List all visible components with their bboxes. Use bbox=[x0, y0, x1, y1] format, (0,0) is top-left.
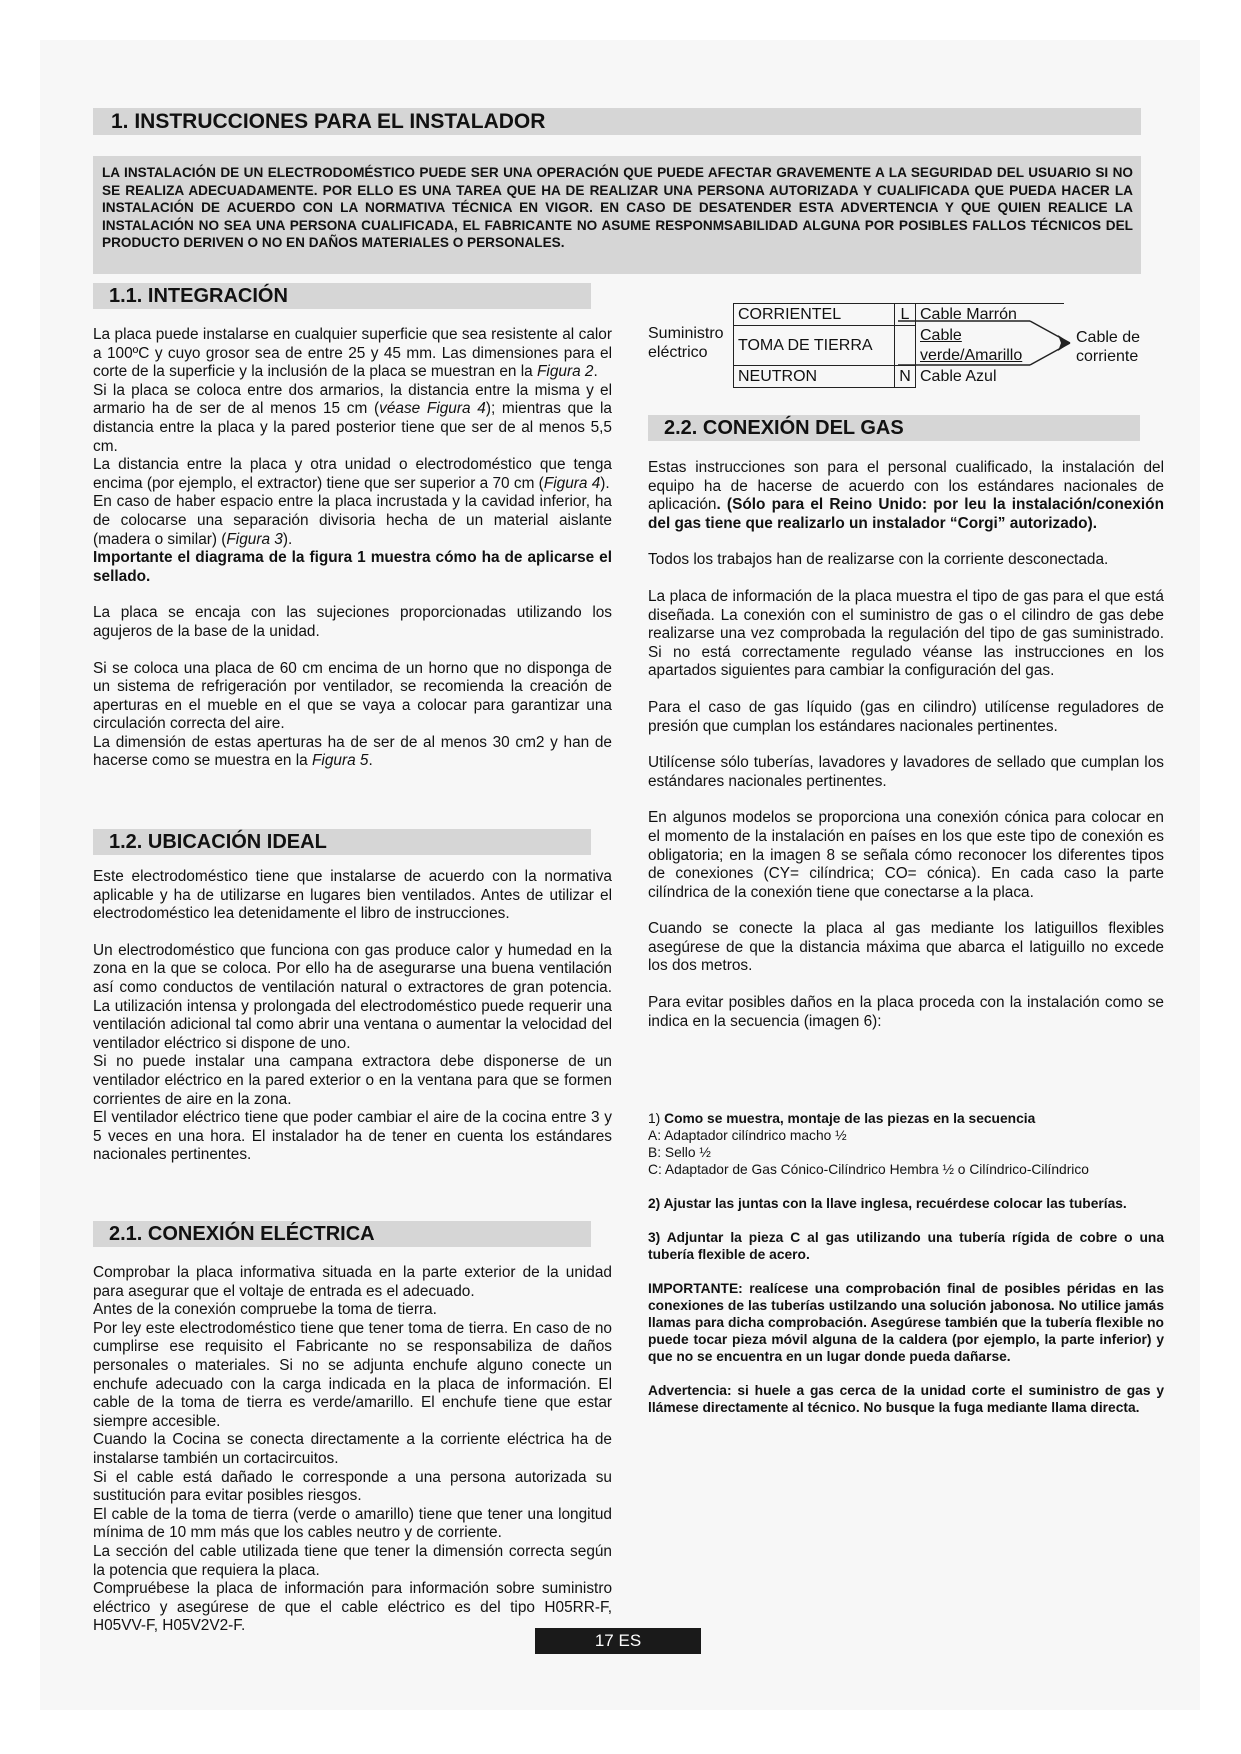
paragraph: La distancia entre la placa y otra unidad o electrodoméstico que tenga encima (por ejemplo, el extractor) tiene que ser superior a 70 cm (Figura 4). bbox=[93, 456, 612, 492]
paragraph: El cable de la toma de tierra (verde o amarillo) tiene que tener una longitud mínima de 10 mm más que los cables neutro y de corriente. bbox=[93, 1505, 612, 1542]
paragraph: Comprobar la placa informativa situada en la parte exterior de la unidad para asegurar que el voltaje de entrada es el adecuado. bbox=[93, 1264, 612, 1300]
paragraph: La placa se encaja con las sujeciones proporcionadas utilizando los agujeros de la base de la unidad. bbox=[93, 604, 612, 640]
paragraph: La placa de información de la placa muestra el tipo de gas para el que está diseñada. La conexión con el suministro de gas o el cilindro de gas debe realizarse una vez comprobada la regulación del tipo de gas suministrado. Si no está correctamente regulado véanse las instrucciones en los apartados siguientes para cambiar la configuración del gas. bbox=[648, 587, 1164, 680]
paragraph: Estas instrucciones son para el personal cualificado, la instalación del equipo ha de hacerse de acuerdo con los estándares nacionales de aplicación. (Sólo para el Reino Unido: por leu la instalación/conexión del gas tiene que realizarlo un instalador “Corgi” autorizado). bbox=[648, 459, 1164, 532]
wire-cable: Cable verde/Amarillo bbox=[916, 326, 1065, 366]
cable-label-line: Cable de bbox=[1076, 329, 1141, 346]
paragraph-important: Importante el diagrama de la figura 1 muestra cómo ha de aplicarse el sellado. bbox=[93, 549, 612, 585]
paragraph: Compruébese la placa de información para información sobre suministro eléctrico y asegúrese de que el cable eléctrico es del tipo H05RR-F, H05VV-F, H05V2V2-F. bbox=[93, 1580, 612, 1635]
paragraph: En algunos modelos se proporciona una conexión cónica para colocar en el momento de la instalación en países en los que este tipo de conexión es obligatoria; en la imagen 8 se señala cómo reconocer los diferentes tipos de conexiones (CY= cilíndrica; CO= cónica). En cada caso la parte cilíndrica de la conexión tiene que conectarse a la placa. bbox=[648, 809, 1164, 901]
paragraph: Cuando la Cocina se conecta directamente a la corriente eléctrica ha de instalarse también un cortacircuitos. bbox=[93, 1431, 612, 1467]
paragraph: El ventilador eléctrico tiene que poder cambiar el aire de la cocina entre 3 y 5 veces en una hora. El instalador ha de tener en cuenta los estándares nacionales pertinentes. bbox=[93, 1109, 612, 1164]
paragraph: Un electrodoméstico que funciona con gas produce calor y humedad en la zona en la que se coloca. Por ello ha de asegurarse una buena ventilación así como conductos de ventilación natural o extractores de gran potencia. La utilización intensa y prolongada del electrodoméstico puede requerir una ventilación adicional tal como abrir una ventana o aumentar la velocidad del ventilador eléctrico si dispone de uno. bbox=[93, 941, 612, 1052]
supply-label bbox=[648, 324, 724, 362]
supply-label-line: Suministro bbox=[648, 325, 724, 342]
paragraph: La placa puede instalarse en cualquier superficie que sea resistente al calor a 100ºC y cuyo grosor sea de entre 25 y 45 mm. Las dimensiones para el corte de la superficie y la inclusión de la placa se muestran en la Figura 2. bbox=[93, 326, 612, 381]
gas-warning: Advertencia: si huele a gas cerca de la unidad corte el suministro de gas y llámese directamente al técnico. No busque la fuga mediante llama directa. bbox=[648, 1383, 1164, 1415]
step-1-item: B: Sello ½ bbox=[648, 1145, 711, 1160]
paragraph: Si el cable está dañado le corresponde a una persona autorizada su sustitución para evitar posibles riesgos. bbox=[93, 1468, 612, 1505]
paragraph: Cuando se conecte la placa al gas mediante los latiguillos flexibles asegúrese de que la distancia máxima que abarca el latiguillo no excede los dos metros. bbox=[648, 920, 1164, 975]
wire-name: TOMA DE TIERRA bbox=[734, 326, 895, 366]
paragraph: Si no puede instalar una campana extractora debe disponerse de un ventilador eléctrico en la pared exterior o en la ventana para que se formen corrientes de aire en la zona. bbox=[93, 1053, 612, 1108]
paragraph: Por ley este electrodoméstico tiene que tener toma de tierra. En caso de no cumplirse ese requisito el Fabricante no se responsabiliza de daños personales o materiales. Si no se adjunta enchufe alguno conecte un enchufe adecuado con la carga indicada en la placa de información. El cable de la toma de tierra es verde/amarillo. El enchufe tiene que estar siempre accesible. bbox=[93, 1319, 612, 1430]
page-title: 1. INSTRUCCIONES PARA EL INSTALADOR bbox=[93, 108, 1141, 135]
paragraph: Este electrodoméstico tiene que instalarse de acuerdo con la normativa aplicable y ha de utilizarse en lugares bien ventilados. Antes de utilizar el electrodoméstico lea detenidamente el libro de instrucciones. bbox=[93, 868, 612, 923]
section-title-conexion-electrica: 2.1. CONEXIÓN ELÉCTRICA bbox=[93, 1221, 591, 1247]
cable-label-line: corriente bbox=[1076, 348, 1139, 365]
step-1-item: C: Adaptador de Gas Cónico-Cilíndrico Hembra ½ o Cilíndrico-Cilíndrico bbox=[648, 1162, 1089, 1177]
step-3: 3) Adjuntar la pieza C al gas utilizando una tubería rígida de cobre o una tubería flexible de acero. bbox=[648, 1230, 1164, 1262]
section-ubicacion-body bbox=[93, 868, 612, 1165]
installation-steps bbox=[648, 1110, 1164, 1416]
paragraph: Si se coloca una placa de 60 cm encima de un horno que no disponga de un sistema de refrigeración por ventilador, se recomienda la creación de aperturas en el mueble en el que se vaya a colocar para garantizar una circulación correcta del aire. bbox=[93, 659, 612, 733]
step-1-item: A: Adaptador cilíndrico macho ½ bbox=[648, 1128, 847, 1143]
wire-name: NEUTRON bbox=[734, 366, 895, 388]
wire-code: L bbox=[895, 304, 916, 326]
paragraph: Para evitar posibles daños en la placa proceda con la instalación como se indica en la secuencia (imagen 6): bbox=[648, 994, 1164, 1030]
section-conexion-gas-body bbox=[648, 459, 1164, 1031]
section-integracion-body bbox=[93, 326, 612, 771]
installer-warning: LA INSTALACIÓN DE UN ELECTRODOMÉSTICO PUEDE SER UNA OPERACIÓN QUE PUEDE AFECTAR GRAVEMENTE A LA SEGURIDAD DEL USUARIO SI NO SE REALIZA ADECUADAMENTE. POR ELLO ES UNA TAREA QUE HA DE REALIZAR UNA PERSONA AUTORIZADA Y CUALIFICADA QUE PUEDA HACER LA INSTALACIÓN DE ACUERDO CON LA NORMATIVA TÉCNICA EN VIGOR. EN CASO DE DESATENDER ESTA ADVERTENCIA Y QUE QUIEN REALICE LA INSTALACIÓN NO SEA UNA PERSONA CUALIFICADA, EL FABRICANTE NO ASUME RESPONMSABILIDAD ALGUNA POR POSIBLES FALLOS TÉCNICOS DEL PRODUCTO DERIVEN O NO EN DAÑOS MATERIALES O PERSONALES. bbox=[93, 156, 1141, 274]
paragraph: Para el caso de gas líquido (gas en cilindro) utilícense reguladores de presión que cumplan los estándares nacionales pertinentes. bbox=[648, 698, 1164, 735]
section-conexion-electrica-body bbox=[93, 1264, 612, 1636]
paragraph: La sección del cable utilizada tiene que tener la dimensión correcta según la potencia que requiera la placa. bbox=[93, 1542, 612, 1579]
paragraph: La dimensión de estas aperturas ha de ser de al menos 30 cm2 y han de hacerse como se muestra en la Figura 5. bbox=[93, 733, 612, 770]
wire-cable: Cable Marrón bbox=[916, 304, 1065, 326]
page-number: 17 ES bbox=[535, 1628, 701, 1654]
important-note: IMPORTANTE: realícese una comprobación final de posibles péridas en las conexiones de las tuberías ustilzando una solución jabonosa. No utilice jamás llamas para dicha comprobación. Asegúrese también que la tubería flexible no puede tocar pieza móvil alguna de la caldera (por ejemplo, la parte inferior) y que no se encuentra en un lugar donde pueda dañarse. bbox=[648, 1281, 1164, 1364]
section-title-integracion: 1.1. INTEGRACIÓN bbox=[93, 283, 591, 309]
wire-code: N bbox=[895, 366, 916, 388]
step-2: 2) Ajustar las juntas con la llave inglesa, recuérdese colocar las tuberías. bbox=[648, 1196, 1127, 1211]
wire-cable: Cable Azul bbox=[916, 366, 1065, 388]
paragraph: Antes de la conexión compruebe la toma de tierra. bbox=[93, 1301, 437, 1319]
paragraph: Todos los trabajos han de realizarse con la corriente desconectada. bbox=[648, 551, 1109, 569]
supply-label-line: eléctrico bbox=[648, 344, 708, 361]
cable-label bbox=[1076, 328, 1140, 366]
paragraph: Utilícense sólo tuberías, lavadores y lavadores de sellado que cumplan los estándares nacionales pertinentes. bbox=[648, 754, 1164, 790]
section-title-ubicacion: 1.2. UBICACIÓN IDEAL bbox=[93, 829, 591, 855]
section-title-conexion-gas: 2.2. CONEXIÓN DEL GAS bbox=[648, 415, 1140, 441]
table-row bbox=[734, 366, 1065, 388]
paragraph: Si la placa se coloca entre dos armarios, la distancia entre la misma y el armario ha de ser de al menos 15 cm (véase Figura 4); mientras que la distancia entre la placa y la pared posterior tiene que ser de al menos 5,5 cm. bbox=[93, 381, 612, 455]
wire-name: CORRIENTEL bbox=[734, 304, 895, 326]
step-1: 1) Como se muestra, montaje de las piezas en la secuencia bbox=[648, 1111, 1036, 1126]
paragraph: En caso de haber espacio entre la placa incrustada y la cavidad inferior, ha de colocarse una separación divisoria hecha de un material aislante (madera o similar) (Figura 3). bbox=[93, 493, 612, 548]
wiring-arrow-icon bbox=[898, 320, 1078, 368]
